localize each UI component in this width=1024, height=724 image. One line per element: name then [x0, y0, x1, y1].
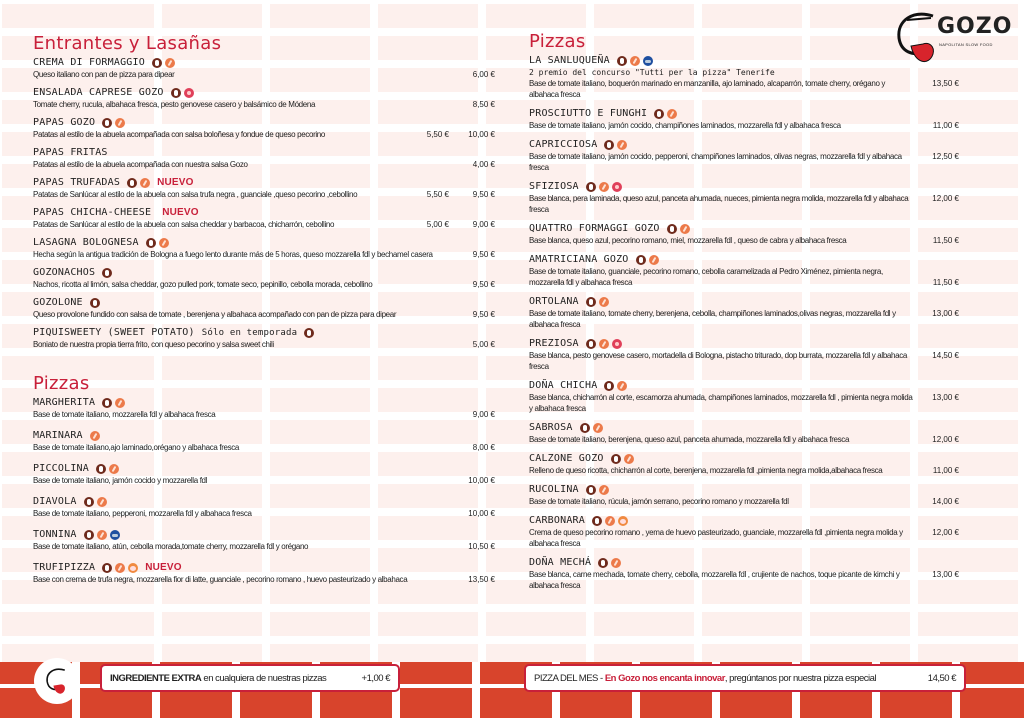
menu-item-price: 11,50 € — [932, 236, 959, 245]
menu-item-name: MARINARA — [33, 430, 83, 441]
meat-allergen-icon — [152, 58, 162, 68]
meat-allergen-icon — [604, 381, 614, 391]
menu-item-header — [529, 107, 959, 120]
menu-item-header — [529, 54, 959, 67]
menu-item-name: DOÑA MECHÁ — [529, 557, 592, 568]
gluten-allergen-icon — [115, 118, 125, 128]
menu-item-header — [529, 556, 959, 569]
menu-item — [33, 176, 495, 200]
section-title-pizzas-left: Pizzas — [33, 373, 90, 394]
menu-item-header — [33, 116, 495, 129]
meat-allergen-icon — [617, 56, 627, 66]
pizzas-list-right — [529, 54, 959, 591]
gluten-allergen-icon — [599, 297, 609, 307]
menu-item — [33, 206, 495, 230]
menu-item-price: 10,50 € — [468, 542, 495, 551]
meat-allergen-icon — [604, 140, 614, 150]
menu-item — [33, 495, 495, 519]
menu-item-header — [529, 337, 959, 350]
mes-text: , pregúntanos por nuestra pizza especial — [724, 672, 877, 684]
footer-logo — [34, 658, 80, 704]
menu-item-price: 12,00 € — [932, 194, 959, 203]
meat-allergen-icon — [304, 328, 314, 338]
menu-item — [529, 514, 959, 549]
nuts-allergen-icon — [184, 88, 194, 98]
menu-item-name: RUCOLINA — [529, 484, 579, 495]
menu-item-name: SABROSA — [529, 422, 573, 433]
menu-item-name: TRUFIPIZZA — [33, 562, 96, 573]
meat-allergen-icon — [667, 224, 677, 234]
menu-item-name: DOÑA CHICHA — [529, 380, 598, 391]
menu-item-description: Base de tomate italiano, jamón cocido, pepperoni, champiñones laminados, olivas negras, mozzarella fdl y albahaca fresca — [529, 152, 902, 172]
menu-item-description: Base de tomate italiano, boquerón marinado en manzanilla, ajo laminado, alcaparrón, tomate cherry, orégano y albahaca fresca — [529, 79, 886, 99]
menu-item — [33, 146, 495, 170]
menu-item-name: TONNINA — [33, 529, 77, 540]
menu-item-name: CREMA DI FORMAGGIO — [33, 57, 145, 68]
gluten-allergen-icon — [680, 224, 690, 234]
menu-item-price: 9,00 € — [472, 220, 495, 229]
mes-price: 14,50 € — [927, 672, 956, 684]
menu-item-header — [529, 180, 959, 193]
meat-allergen-icon — [84, 530, 94, 540]
menu-item-price-small: 5,50 € — [426, 130, 449, 139]
menu-item-price: 10,00 € — [468, 130, 495, 139]
menu-item-price: 10,00 € — [468, 476, 495, 485]
menu-item-header — [33, 326, 495, 339]
menu-item-description: Base con crema de trufa negra, mozzarella fior di latte, guanciale , pecorino romano , huevo pasteurizado y albahaca — [33, 575, 408, 584]
menu-item-name: GOZONACHOS — [33, 267, 96, 278]
menu-item-price: 12,00 € — [932, 435, 959, 444]
brick-row — [0, 4, 1024, 28]
menu-item — [529, 483, 959, 507]
menu-item — [529, 222, 959, 246]
menu-item-description: Crema de queso pecorino romano , yema de huevo pasteurizado, guanciale, mozzarella fdl ,pimienta negra molida y albahaca fresca — [529, 528, 903, 548]
menu-item-name: ENSALADA CAPRESE GOZO — [33, 87, 164, 98]
menu-item-header — [529, 421, 959, 434]
extra-ingredient-banner — [100, 664, 400, 692]
menu-item-header — [33, 561, 495, 574]
menu-item-name: PAPAS GOZO — [33, 117, 96, 128]
gluten-allergen-icon — [159, 238, 169, 248]
nuts-allergen-icon — [612, 182, 622, 192]
menu-item-header — [529, 295, 959, 308]
menu-item-price: 13,50 € — [932, 79, 959, 88]
fish-allergen-icon — [643, 56, 653, 66]
mouth-logo-small-icon — [42, 666, 72, 696]
menu-item-name: PAPAS TRUFADAS — [33, 177, 121, 188]
menu-item-header — [33, 462, 495, 475]
menu-item-price: 14,00 € — [932, 497, 959, 506]
menu-item-header — [529, 514, 959, 527]
menu-item-price: 12,00 € — [932, 528, 959, 537]
meat-allergen-icon — [102, 398, 112, 408]
extra-text: en cualquiera de nuestras pizzas — [201, 672, 327, 684]
gluten-allergen-icon — [165, 58, 175, 68]
menu-item-header — [33, 396, 495, 409]
menu-item-price: 14,50 € — [932, 351, 959, 360]
menu-item-price: 11,50 € — [932, 278, 959, 287]
menu-item-name: CARBONARA — [529, 515, 585, 526]
menu-item — [529, 337, 959, 372]
menu-item-description: Base de tomate italiano, rúcula, jamón serrano, pecorino romano y mozzarella fdl — [529, 497, 789, 506]
menu-item — [33, 429, 495, 453]
menu-item-header — [33, 495, 495, 508]
new-badge: NUEVO — [162, 207, 199, 218]
menu-item — [529, 253, 959, 288]
menu-item-header — [529, 253, 959, 266]
section-title-entrantes: Entrantes y Lasañas — [33, 33, 222, 54]
menu-item-description: Base blanca, pera laminada, queso azul, panceta ahumada, nueces, pimienta negra molida, mozzarella fdl y albahaca fresca — [529, 194, 909, 214]
egg-allergen-icon — [618, 516, 628, 526]
menu-item-header — [33, 236, 495, 249]
gluten-allergen-icon — [97, 530, 107, 540]
meat-allergen-icon — [171, 88, 181, 98]
brick-row — [0, 612, 1024, 636]
menu-item — [529, 180, 959, 215]
gluten-allergen-icon — [599, 339, 609, 349]
menu-item-description: Base blanca, chicharrón al corte, escamorza ahumada, champiñones laminados, mozzarella fdl , pimienta negra molida y albahaca fresca — [529, 393, 913, 413]
menu-item-description: Base de tomate italiano, atún, cebolla morada,tomate cherry, mozzarella fdl y orégano — [33, 542, 309, 551]
menu-item-description: Patatas al estilo de la abuela acompañada con salsa boloñesa y fondue de queso pecorino — [33, 130, 326, 139]
menu-item-name: LA SANLUQUEÑA — [529, 55, 610, 66]
meat-allergen-icon — [586, 297, 596, 307]
gluten-allergen-icon — [140, 178, 150, 188]
menu-item-price: 13,00 € — [932, 570, 959, 579]
menu-item-description: Base blanca, pesto genovese casero, mortadella di Bologna, pistacho triturado, dop burrata, mozzarella fdl y albahaca fresca — [529, 351, 907, 371]
menu-item-price: 6,00 € — [472, 70, 495, 79]
meat-allergen-icon — [127, 178, 137, 188]
menu-item-price: 9,50 € — [472, 310, 495, 319]
gluten-allergen-icon — [593, 423, 603, 433]
menu-item — [33, 396, 495, 420]
menu-item-name: ORTOLANA — [529, 296, 579, 307]
menu-item-header — [33, 429, 495, 442]
menu-item — [529, 295, 959, 330]
gluten-allergen-icon — [667, 109, 677, 119]
menu-item-name: MARGHERITA — [33, 397, 96, 408]
menu-item-price: 11,00 € — [932, 121, 959, 130]
menu-item — [529, 138, 959, 173]
meat-allergen-icon — [598, 558, 608, 568]
menu-item — [529, 421, 959, 445]
menu-item-price: 5,00 € — [472, 340, 495, 349]
menu-item-description: Patatas de Sanlúcar al estilo de la abuela con salsa cheddar y barbacoa, chicharrón, cebollino — [33, 220, 335, 229]
menu-item-header — [33, 86, 495, 99]
menu-item-name: AMATRICIANA GOZO — [529, 254, 629, 265]
gluten-allergen-icon — [611, 558, 621, 568]
meat-allergen-icon — [586, 182, 596, 192]
right-column — [529, 30, 959, 598]
new-badge: NUEVO — [145, 562, 182, 573]
meat-allergen-icon — [580, 423, 590, 433]
award-note: 2 premio del concurso "Tutti per la pizza" Tenerife — [529, 68, 775, 77]
menu-item-name: PICCOLINA — [33, 463, 89, 474]
gluten-allergen-icon — [115, 398, 125, 408]
menu-item-description: Relleno de queso ricotta, chicharrón al corte, berenjena, mozzarella fdl ,pimienta negra molida,albahaca fresca — [529, 466, 883, 475]
meat-allergen-icon — [102, 118, 112, 128]
menu-item-description: Base de tomate italiano, jamón cocido y mozzarella fdl — [33, 476, 208, 485]
menu-item — [33, 116, 495, 140]
menu-item — [529, 556, 959, 591]
menu-item-price-small: 5,50 € — [426, 190, 449, 199]
gluten-allergen-icon — [605, 516, 615, 526]
meat-allergen-icon — [146, 238, 156, 248]
menu-item-description: Base de tomate italiano, guanciale, pecorino romano, cebolla caramelizada al Pedro Ximénez, pimienta negra, mozzarella fdl y albahaca fresca — [529, 267, 883, 287]
menu-item-header — [33, 176, 495, 189]
section-title-pizzas-right: Pizzas — [529, 31, 586, 52]
menu-item-price: 8,50 € — [472, 100, 495, 109]
gluten-allergen-icon — [630, 56, 640, 66]
menu-item-description: Base de tomate italiano, jamón cocido, champiñones laminados, mozzarella fdl y albahaca fresca — [529, 121, 841, 130]
menu-item-header — [529, 138, 959, 151]
menu-item — [33, 462, 495, 486]
extra-price: +1,00 € — [361, 672, 390, 684]
menu-item-description: Base blanca, queso azul, pecorino romano, miel, mozzarella fdl , queso de cabra y albahaca fresca — [529, 236, 847, 245]
egg-allergen-icon — [128, 563, 138, 573]
meat-allergen-icon — [84, 497, 94, 507]
menu-item-header — [33, 146, 495, 159]
gluten-allergen-icon — [599, 485, 609, 495]
menu-item-name: CAPRICCIOSA — [529, 139, 598, 150]
logo-tagline: NAPOLITAN SLOW FOOD — [939, 42, 993, 47]
menu-item-name: DIAVOLA — [33, 496, 77, 507]
menu-item — [529, 107, 959, 131]
menu-item-price: 13,00 € — [932, 309, 959, 318]
menu-item-header — [33, 266, 495, 279]
menu-item-name: PIQUISWEETY (SWEET POTATO) — [33, 327, 195, 338]
fish-allergen-icon — [110, 530, 120, 540]
menu-item — [33, 296, 495, 320]
entrantes-list — [33, 56, 495, 350]
meat-allergen-icon — [654, 109, 664, 119]
menu-item-price: 4,00 € — [472, 160, 495, 169]
menu-item-name: LASAGNA BOLOGNESA — [33, 237, 139, 248]
gluten-allergen-icon — [97, 497, 107, 507]
menu-item — [33, 561, 495, 585]
menu-item-name: CALZONE GOZO — [529, 453, 604, 464]
menu-item-description: Queso provolone fundido con salsa de tomate , berenjena y albahaca acompañado con pan de pizza para dipear — [33, 310, 397, 319]
menu-item-description: Tomate cherry, rucula, albahaca fresca, pesto genovese casero y balsámico de Módena — [33, 100, 316, 109]
menu-item-description: Boniato de nuestra propia tierra frito, con queso pecorino y salsa sweet chili — [33, 340, 274, 349]
menu-item-price: 9,50 € — [472, 190, 495, 199]
left-column — [33, 32, 495, 594]
menu-item-description: Base de tomate italiano, berenjena, queso azul, panceta ahumada, mozzarella fdl y albahaca fresca — [529, 435, 850, 444]
menu-item-description: Queso italiano con pan de pizza para dipear — [33, 70, 175, 79]
gluten-allergen-icon — [649, 255, 659, 265]
menu-item-description: Base blanca, carne mechada, tomate cherry, cebolla, mozzarella fdl , crujiente de nachos, toque picante de kimchi y albahaca fresca — [529, 570, 900, 590]
meat-allergen-icon — [586, 485, 596, 495]
menu-item-name: PROSCIUTTO E FUNGHI — [529, 108, 648, 119]
menu-item-price: 9,00 € — [472, 410, 495, 419]
meat-allergen-icon — [90, 298, 100, 308]
menu-item-price: 8,00 € — [472, 443, 495, 452]
meat-allergen-icon — [102, 268, 112, 278]
menu-item-header — [33, 296, 495, 309]
menu-item-description: Base de tomate italiano, tomate cherry, berenjena, cebolla, champiñones laminados,olivas negras, mozzarella fdl y albahaca fresca — [529, 309, 896, 329]
gluten-allergen-icon — [599, 182, 609, 192]
menu-item-price: 13,50 € — [468, 575, 495, 584]
gluten-allergen-icon — [624, 454, 634, 464]
menu-item-description: Hecha según la antigua tradición de Bologna a fuego lento durante más de 5 horas, queso mozzarella fdl y bechamel casera — [33, 250, 433, 259]
menu-item-description: Patatas al estilo de la abuela acompañada con nuestra salsa Gozo — [33, 160, 248, 169]
menu-item-price: 9,50 € — [472, 280, 495, 289]
meat-allergen-icon — [102, 563, 112, 573]
menu-item-price: 10,00 € — [468, 509, 495, 518]
menu-item-description: Base de tomate italiano,ajo laminado,orégano y albahaca fresca — [33, 443, 240, 452]
menu-item-price: 12,50 € — [932, 152, 959, 161]
menu-item — [529, 379, 959, 414]
menu-item-header — [529, 483, 959, 496]
nuts-allergen-icon — [612, 339, 622, 349]
menu-item-header — [529, 222, 959, 235]
menu-item — [33, 528, 495, 552]
extra-title: INGREDIENTE EXTRA — [110, 672, 202, 684]
menu-item — [33, 266, 495, 290]
pizza-del-mes-banner — [524, 664, 966, 692]
mes-highlight: En Gozo nos encanta innovar — [604, 672, 725, 684]
meat-allergen-icon — [586, 339, 596, 349]
menu-item — [529, 54, 959, 100]
menu-item-price-small: 5,00 € — [426, 220, 449, 229]
menu-item-description: Base de tomate italiano, pepperoni, mozzarella fdl y albahaca fresca — [33, 509, 252, 518]
gluten-allergen-icon — [617, 381, 627, 391]
menu-item — [33, 326, 495, 350]
menu-item-description: Base de tomate italiano, mozzarella fdl y albahaca fresca — [33, 410, 216, 419]
menu-item — [529, 452, 959, 476]
meat-allergen-icon — [592, 516, 602, 526]
new-badge: NUEVO — [157, 177, 194, 188]
menu-item — [33, 56, 495, 80]
menu-item-header — [33, 528, 495, 541]
pizzas-list-left — [33, 396, 495, 585]
menu-item-name: PAPAS FRITAS — [33, 147, 108, 158]
menu-item-name: GOZOLONE — [33, 297, 83, 308]
menu-item-header — [33, 206, 495, 219]
gluten-allergen-icon — [109, 464, 119, 474]
logo-text: GOZO — [937, 14, 1013, 39]
seasonal-note: Sólo en temporada — [201, 327, 298, 338]
menu-item-price: 9,50 € — [472, 250, 495, 259]
menu-item-header — [529, 452, 959, 465]
gluten-allergen-icon — [115, 563, 125, 573]
menu-item-price: 11,00 € — [932, 466, 959, 475]
menu-item-name: QUATTRO FORMAGGI GOZO — [529, 223, 660, 234]
menu-item-name: PREZIOSA — [529, 338, 579, 349]
menu-item — [33, 86, 495, 110]
menu-item-description: Patatas de Sanlúcar al estilo de la abuela con salsa trufa negra , guanciale ,queso pecorino ,cebollino — [33, 190, 358, 199]
menu-item-description: Nachos, ricotta al limón, salsa cheddar, gozo pulled pork, tomate seco, pepinillo, cebolla morada, cebollino — [33, 280, 373, 289]
menu-item-name: SFIZIOSA — [529, 181, 579, 192]
mes-title: PIZZA DEL MES - — [534, 672, 605, 684]
meat-allergen-icon — [611, 454, 621, 464]
menu-item-name: PAPAS CHICHA-CHEESE — [33, 207, 152, 218]
menu-item-price: 13,00 € — [932, 393, 959, 402]
gluten-allergen-icon — [617, 140, 627, 150]
meat-allergen-icon — [636, 255, 646, 265]
meat-allergen-icon — [96, 464, 106, 474]
menu-item-header — [33, 56, 495, 69]
menu-item — [33, 236, 495, 260]
gluten-allergen-icon — [90, 431, 100, 441]
menu-item-header — [529, 379, 959, 392]
